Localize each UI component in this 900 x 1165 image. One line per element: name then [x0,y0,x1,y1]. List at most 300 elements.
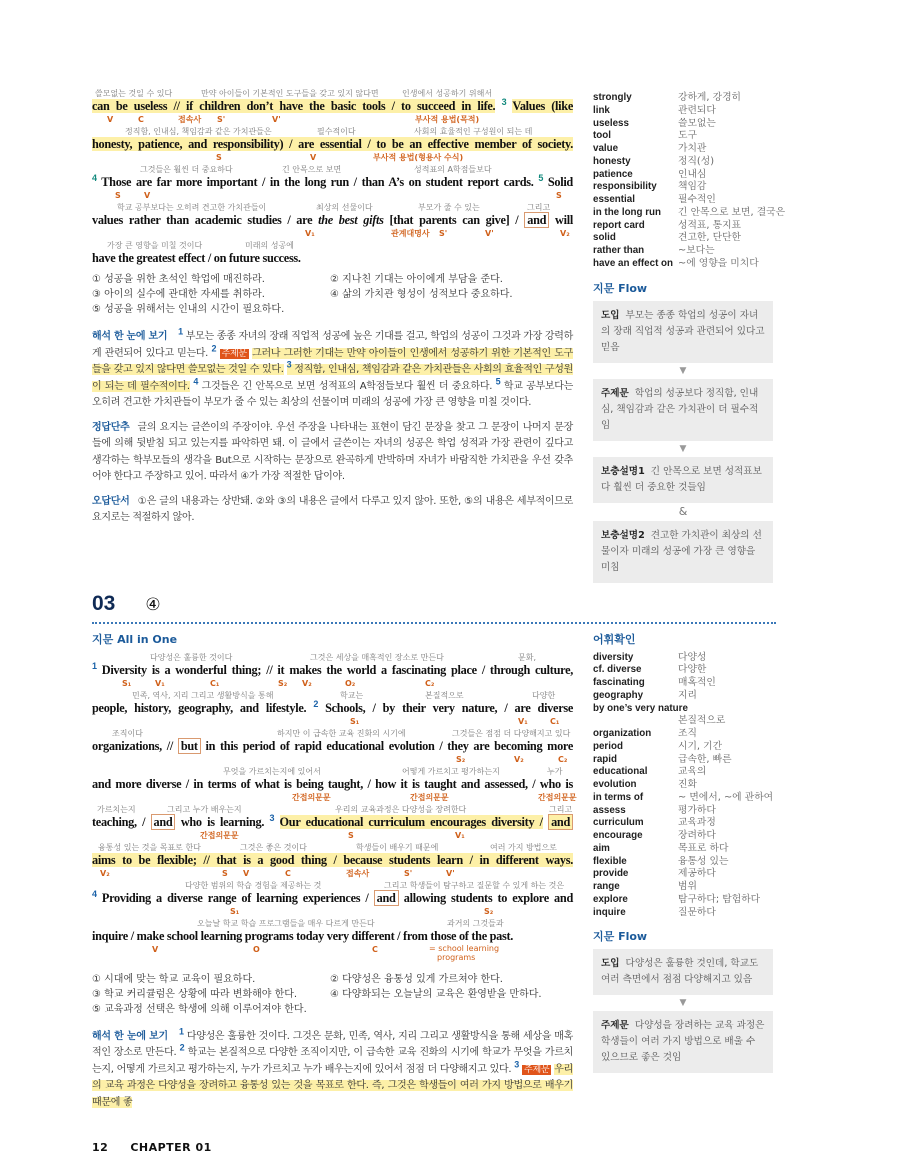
vocab-meaning: 다양성 [678,651,707,663]
vocab-word: period [593,740,623,752]
vocab-meaning: 책임감 [678,181,707,193]
gloss: 조직이다 [112,728,143,738]
option[interactable]: ② 다양성은 융통성 있게 가르쳐야 한다. [330,973,503,985]
vocab-word: range [593,881,620,892]
vocab-item [593,118,776,131]
gloss: 다양성은 훌륭한 것이다 [150,652,233,662]
vocab-meaning: 지리 [678,689,697,701]
sentence-text [92,888,573,906]
vocab-meaning: 제공하다 [678,868,716,880]
section-heading: 해석 한 눈에 보기 [92,1030,168,1042]
translation-text: 학교 공부보다는 오히려 견고한 가치관들이 부모가 줄 수 있는 최상의 선물이며 미래의 성공에 가장 큰 영향을 미칠 것이다. [92,380,573,408]
topic-sentence-badge: 주제문 [524,1064,550,1075]
section-heading: 오답단서 [92,495,130,507]
passage-line [92,728,573,766]
vocab-item [593,143,776,156]
vocab-meaning: 진화 [678,779,697,790]
sentence-number: 1 [178,326,183,337]
gloss: 그리고 누가 배우는지 [167,804,242,814]
label-row [92,678,438,689]
grammar-label: V' [272,115,281,124]
gloss: 어떻게 가르치고 평가하는지 [402,766,500,776]
flow-box-intro [593,949,773,995]
left-column [92,88,573,527]
sentence-text [92,812,573,830]
gloss: 사회의 효율적인 구성원이 되는 데 [414,127,533,136]
gloss: 누가 [547,766,563,776]
sentence-number: 4 [92,888,97,899]
grammar-label: 간접의문문 [200,830,239,840]
flow-box-label: 주제문 [601,1020,629,1032]
sentence-text [92,698,573,716]
vocab-item [593,105,776,118]
grammar-label: C [138,115,144,124]
label-row [92,830,469,841]
vocab-meaning: 교육과정 [678,817,716,829]
grammar-label: 접속사 [346,868,370,878]
grammar-label: O₂ [345,678,356,688]
vocab-meaning: 장려하다 [678,830,716,841]
translation-text: 그러나 그러한 기대는 만약 아이들이 인생에서 성공하기 위한 기본적인 도구들을 갖고 있지 않다면 쓸모없는 것일 수 있다. [92,347,573,375]
flow-box-text: 견고한 가치관이 최상의 선물이자 미래의 성공에 가장 큰 영향을 미침 [601,529,762,573]
option[interactable]: ③ 학교 커리큘럼은 상황에 따라 변화해야 한다. [92,988,298,1000]
vocab-item [593,843,776,856]
vocab-item [593,245,776,258]
sentence-number: 2 [313,698,319,709]
answer-mark: ④ [145,594,161,615]
sentence-text [92,660,573,678]
grammar-label: S [115,191,121,200]
question-number: 03 [92,591,116,615]
grammar-label: V [144,191,151,200]
topic-sentence-badge: 주제문 [221,348,247,359]
gloss-row [92,880,568,891]
gloss: 만약 아이들이 기본적인 도구들을 갖고 있지 않다면 [201,89,379,98]
text-segment: will [555,213,573,227]
grammar-label: V₂ [100,868,110,878]
grammar-label: V [107,115,114,124]
vocab-item [593,169,776,182]
sentence-text [92,137,573,152]
grammar-label: C₂ [425,678,435,688]
flow-box-label: 보충설명1 [601,465,645,477]
translation-text: 그것들은 긴 안목으로 보면 성적표의 A학점들보다 훨씬 더 중요하다. [201,380,493,392]
sentence-text [92,172,573,190]
vocab-word: honesty [593,155,631,167]
vocab-word: link [593,104,610,116]
grammar-label: C₂ [558,754,568,764]
vocab-item [593,881,776,894]
vocab-item [593,830,776,843]
highlighted-text: aims to be flexible; // that is a good thing / because students learn / in different ways. [92,852,573,867]
vocab-meaning: 시기, 기간 [678,740,723,752]
vocab-meaning: 성적표, 통지표 [678,219,742,231]
grammar-label: S [556,191,562,200]
gloss-row [92,690,559,701]
gloss: 그리고 [527,203,551,212]
sentence-text: have the greatest effect / on future success. [92,251,301,265]
label-row [92,754,571,765]
sentence-number: 3 [514,1059,520,1070]
gloss: 다양한 범위의 학습 경험을 제공하는 것 [185,880,322,890]
flow-heading: 지문 Flow [593,930,648,944]
gloss: 필수적이다 [317,127,356,136]
vocab-item [593,92,776,105]
option[interactable]: ② 지나친 기대는 아이에게 부담을 준다. [330,274,503,285]
highlighted-text: can be useless // if children don’t have the basic tools / to succeed in life. [92,99,496,113]
vocab-item [593,206,786,220]
grammar-label: V₁ [455,830,465,840]
vocab-meaning: 도구 [678,130,697,142]
grammar-label: V₁ [305,229,315,238]
vocab-word: report card [593,219,645,231]
vocab-meaning: 정직(성) [678,155,715,167]
translation-text: 부모는 종종 자녀의 장래 직업적 성공에 높은 기대를 걸고, 학업의 성공이 그것과 가장 강력하게 관련되어 있다고 믿는다. [92,331,573,359]
vocab-meaning: 관련되다 [678,104,716,116]
sentence-text: inquire / make school learning programs today very different / from those of the past. [92,928,514,943]
sentence-text [92,96,573,114]
gloss: 오늘날 학교 학습 프로그램들을 매우 다르게 만든다 [197,918,375,928]
flow-box-topic [593,1011,773,1073]
vocab-item [593,232,776,245]
vocab-meaning: 긴 안목으로 보면, 결국은 [678,206,786,218]
vocab-item [593,856,776,869]
translation-text: 우리의 교육 과정은 다양성을 장려하고 융통성 있는 것을 목표로 한다. 즉, 그것은 학생들이 여러 가지 방법으로 배우기 때문에 좋 [92,1063,573,1108]
gloss: 본질적으로 [425,690,464,700]
sentence-number: 2 [179,1042,185,1053]
sentence-text [92,853,573,868]
gloss-row [92,652,540,663]
option[interactable]: ⑤ 교육과정 선택은 학생에 의해 이루어져야 한다. [92,1003,307,1015]
label-row [92,190,566,201]
grammar-label: V₁ [518,716,528,726]
gloss-row [92,804,576,815]
vocab-meaning: 본질적으로 [678,715,726,727]
sentence-number: 3 [501,96,507,107]
gloss: 민족, 역사, 지리 그리고 생활방식을 통해 [132,690,274,700]
gloss-row [92,202,554,213]
vocab-word: flexible [593,855,627,867]
translation-text: 정직함, 인내심, 책임감과 같은 가치관들은 사회의 효율적인 구성원이 되는 데 필수적이다. [92,364,573,392]
grammar-label: 관계대명사 [391,229,430,238]
vocab-item [593,664,776,677]
passage-line [92,240,573,268]
flow-box-label: 주제문 [601,387,629,399]
gloss: 인생에서 성공하기 위해서 [402,89,493,98]
sentence-text [92,739,573,754]
flow-box-support-1 [593,457,773,503]
grammar-label: S [216,153,222,162]
grammar-label: S₁ [350,716,360,726]
text-segment: people, history, geography, and lifestyle. [92,700,307,715]
flow-box-support-2 [593,521,773,583]
grammar-label: O [253,944,260,954]
gloss: 그것은 세상을 매혹적인 장소로 만든다 [310,652,444,662]
vocab-item [593,258,776,271]
gloss: 미래의 성공에 [245,241,294,250]
gloss: 문화, [518,652,536,662]
question-03-section [92,632,776,1112]
text-segment: Providing a diverse range of learning experiences / [101,890,369,905]
vocab-item [593,779,776,792]
gloss: 가장 큰 영향을 미칠 것이다 [107,241,203,250]
grammar-label: V₂ [302,678,312,688]
gloss: 과거의 그것들과 [447,918,504,928]
vocab-word: essential [593,194,635,205]
vocab-word: solid [593,232,616,244]
question-header [92,591,776,618]
vocab-item [593,715,776,728]
passage-2 [92,652,577,968]
text-segment: [that parents can give] / [389,213,519,227]
vocab-word: organization [593,728,652,739]
passage-line [92,126,573,164]
grammar-label: 접속사 [178,115,202,124]
gloss: 다양한 [532,690,556,700]
vocab-word: tool [593,130,611,142]
gloss: 가르치는지 [97,804,136,814]
label-row [92,944,503,962]
option[interactable]: ④ 삶의 가치관 형성이 성적보다 중요하다. [330,289,513,300]
flow-box-label: 도입 [601,309,620,321]
boxed-conjunction: but [178,738,201,754]
option[interactable]: ③ 아이의 실수에 관대한 자세를 취하라. [92,289,265,300]
vocab-item [593,181,776,194]
passage-line [92,88,573,126]
grammar-label: V [310,153,317,162]
vocab-word: in terms of [593,791,644,803]
vocab-item [593,907,776,920]
gloss: 학교는 [340,690,364,700]
gloss-row [92,766,566,777]
vocab-meaning: 질문하다 [678,906,716,918]
option[interactable]: ① 시대에 맞는 학교 교육이 필요하다. [92,973,256,985]
vocab-word: rather than [593,245,645,256]
gloss-row [92,164,496,175]
left-column [92,632,577,1112]
sentence-number: 5 [538,172,544,183]
vocab-item [593,817,776,830]
vocab-meaning: ~ 면에서, ~에 관하여 [678,791,774,803]
vocab-word: patience [593,168,633,180]
footer [92,1141,776,1155]
label-row [92,152,467,163]
grammar-label: V [243,868,250,878]
section-heading: 지문 All in One [92,632,178,646]
grammar-label: S' [217,115,226,124]
text-segment: Diversity is a wonderful thing; // it makes the world a fascinating place / through culture, [101,662,573,677]
vocab-word: evolution [593,779,637,790]
gloss: 우리의 교육과정은 다양성을 장려한다 [335,804,467,814]
option[interactable]: ① 성공을 위한 초석인 학업에 매진하라. [92,274,265,285]
vocab-meaning: 다양한 [678,664,707,676]
vocab-word: assess [593,804,626,816]
text-segment: teaching, / [92,814,146,829]
text-segment: allowing students to explore and [403,890,573,905]
answer-options-2 [92,972,573,1017]
vocab-word: educational [593,766,648,778]
label-row [92,114,483,125]
grammar-label: 간접의문문 [410,792,449,802]
gloss: 하지만 이 급속한 교육 진화의 시기에 [277,728,406,738]
question-02-section [92,88,786,583]
flow-box-topic [593,379,773,441]
vocab-meaning: 쓸모없는 [678,117,716,129]
passage-line [92,164,573,202]
passage-line [92,842,573,880]
label-row [92,792,581,803]
grammar-label: S [348,830,354,840]
sentence-text: and more diverse / in terms of what is being taught, / how it is taught and assessed, / who is [92,776,573,791]
grammar-label: V [152,944,159,954]
grammar-label: S₂ [278,678,288,688]
sentence-number: 2 [211,343,217,354]
translation-2 [92,1026,573,1112]
vocabulary-list-2 [593,652,776,920]
text-segment: the best gifts [318,213,384,227]
label-row [92,868,459,879]
grammar-label: S' [404,868,413,878]
flow-box-text: 부모는 종종 학업의 성공이 자녀의 장래 직업적 성공과 관련되어 있다고 믿음 [601,309,765,353]
boxed-conjunction: and [548,814,573,830]
sentence-number: 1 [92,660,97,671]
vocab-word: encourage [593,830,643,841]
grammar-label: 간접의문문 [538,792,577,802]
vocab-meaning: 강하게, 강경히 [678,92,742,103]
vocab-meaning: 인내심 [678,168,707,180]
right-column [593,632,776,1074]
section-heading: 해석 한 눈에 보기 [92,331,168,342]
gloss: 무엇을 가르치는지에 있어서 [223,766,321,776]
grammar-label: S' [439,229,448,238]
grammar-label: S₁ [230,906,240,916]
flow-box-label: 보충설명2 [601,529,645,541]
grammar-label: S₁ [122,678,132,688]
gloss: 그것들은 점점 더 다양해지고 있다 [452,728,571,738]
right-column [593,88,786,583]
vocab-item [593,690,776,703]
gloss-row [92,918,508,929]
vocab-word: responsibility [593,181,657,193]
option[interactable]: ④ 다양화되는 오늘날의 교육은 환영받을 만하다. [330,988,542,1000]
grammar-label: C₁ [210,678,220,688]
vocab-item [593,792,776,805]
sentence-number: 5 [495,376,501,387]
gloss-row [92,126,536,137]
highlighted-text: Values (like [512,99,573,113]
translation-text: 다양성은 훌륭한 것이다. 그것은 문화, 민족, 역사, 지리 그리고 생활방식을 통해 세상을 매혹적인 장소로 만든다. [92,1030,573,1058]
vocab-meaning: 필수적인 [678,194,716,205]
vocab-word: diversity [593,651,634,663]
gloss: 여러 가지 방법으로 [490,842,557,852]
section-heading: 정답단추 [92,421,130,433]
ampersand: & [678,504,688,518]
vocabulary-list-1 [593,92,786,271]
down-arrow-icon: ▼ [679,365,687,376]
vocab-word: aim [593,842,610,854]
grammar-label: C [285,868,291,878]
flow-box-text: 다양성은 훌륭한 것인데, 학교도 여러 측면에서 점점 다양해지고 있음 [601,958,759,986]
text-segment: organizations, // [92,738,173,753]
vocab-meaning: 평가하다 [678,804,716,816]
sentence-text [92,213,573,228]
vocab-meaning: ~에 영향을 미치다 [678,257,759,269]
gloss: 그것들은 훨씬 더 중요하다 [140,165,233,174]
vocab-item [593,703,776,716]
passage-line [92,918,573,968]
boxed-conjunction: and [151,814,176,830]
grammar-label: C [372,944,378,954]
text-segment: Schools, / by their very nature, / are diverse [325,700,573,715]
grammar-label: S₂ [456,754,466,764]
grammar-label: = school learning [429,943,500,953]
vocab-meaning: 목표로 하다 [678,842,729,854]
grammar-label: V₂ [514,754,524,764]
text-segment: who is learning. [180,814,265,829]
vocab-item [593,754,776,767]
vocab-item [593,728,776,741]
vocab-word: inquire [593,906,626,918]
label-row [92,716,563,727]
vocab-item [593,220,776,233]
gloss-row [92,88,496,99]
translation-1 [92,326,573,412]
sentence-number: 3 [269,812,275,823]
vocab-meaning: 융통성 있는 [678,855,729,867]
chapter-label: CHAPTER 01 [130,1141,212,1154]
text-segment: Solid [547,175,573,189]
grammar-label: V₂ [560,229,570,238]
grammar-label: 부사적 용법(형용사 수식) [373,153,464,162]
vocab-word: strongly [593,92,632,103]
page [92,88,786,1155]
passage-line [92,690,573,728]
gloss-row [92,728,574,739]
gloss-row [92,842,561,853]
flow-box-text: 긴 안목으로 보면 성적표보다 훨씬 더 중요한 것들임 [601,465,762,493]
flow-box-text: 다양성을 장려하는 교육 과정은 학생들이 여러 가지 방법으로 배울 수 있으므로 좋은 것임 [601,1020,765,1064]
option[interactable]: ⑤ 성공을 위해서는 인내의 시간이 필요하다. [92,304,285,315]
gloss-row [92,240,298,251]
grammar-label: V' [485,229,494,238]
explanation-text: 글의 요지는 글쓴이의 주장이야. 우선 주장을 나타내는 표현이 담긴 문장을 찾고 그 문장이 나머지 문장들에 의해 뒷받침 되고 있는지를 파악하면 돼. 이 글에서 글쓴이는 자녀의 성공은 학업 성적과 가장 관련이 깊다고 생각하는 학부모들의 생각을 But으로 시작하는 문장으로 완곡하게 반박하며 자녀가 바람직한 가치관을 우선 갖추어야 한다고 주장하고 있어. 따라서 ④가 가장 적절한 답이야. [92,421,573,482]
vocab-item [593,741,776,754]
highlighted-text: Our educational curriculum encourages diversity / [279,814,543,829]
passage-line [92,652,573,690]
grammar-label: 부사적 용법(목적) [415,115,480,124]
vocab-word: by one’s very nature [593,702,688,714]
gloss: 최상의 선물이다 [316,203,373,212]
vocab-word: have an effect on [593,257,674,269]
gloss: 그리고 학생들이 탐구하고 질문할 수 있게 하는 것은 [384,880,565,890]
grammar-label: 간접의문문 [292,792,331,802]
vocab-word: geography [593,689,644,701]
boxed-conjunction: and [374,890,399,906]
flow-box-intro [593,301,773,363]
grammar-label: C₁ [550,716,560,726]
vocab-word: cf. diverse [593,664,642,676]
text-segment: in this period of rapid educational evolution / they are becoming more [205,738,574,753]
gloss: 학교 공부보다는 오히려 견고한 가치관들이 [117,203,267,212]
sentence-number: 1 [178,1026,184,1037]
sentence-number: 4 [92,172,97,183]
vocab-meaning: 교육의 [678,766,707,778]
gloss: 부모가 줄 수 있는 [418,203,480,212]
divider [92,622,776,624]
passage-line [92,766,577,804]
grammar-label: S₂ [484,906,494,916]
passage-line [92,880,573,918]
